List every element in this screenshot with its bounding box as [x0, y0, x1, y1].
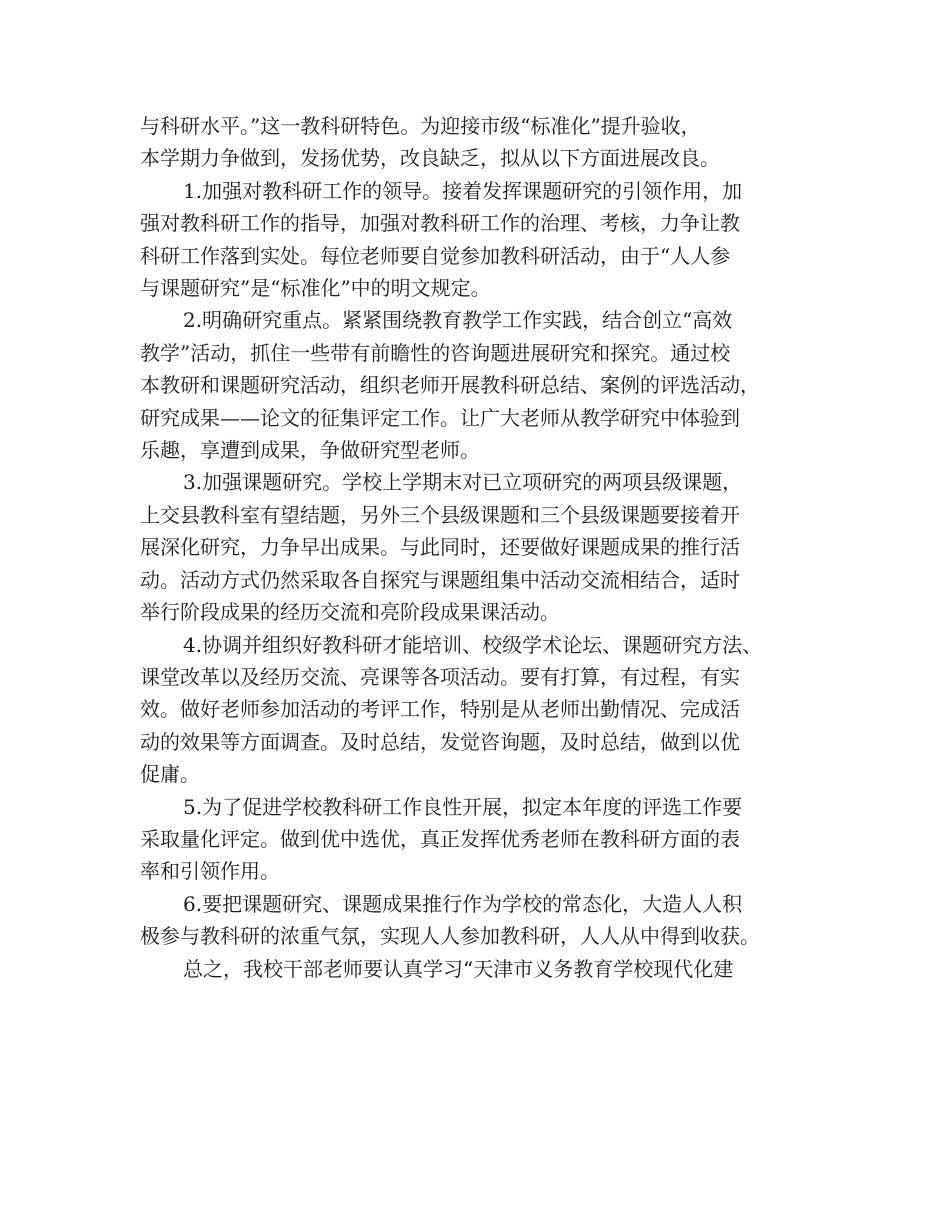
paragraph-intro-continuation: 与科研水平。”这一教科研特色。为迎接市级“标准化”提升验收， 本学期力争做到，发扬优势，改良缺乏，拟从以下方面进展改良。 — [140, 114, 720, 171]
paragraph-item-6: 6.要把课题研究、课题成果推行作为学校的常态化，大造人人积 极参与教科研的浓重气氛，实现人人参加教科研，人人从中得到收获。 — [140, 891, 760, 949]
paragraph-item-3: 3.加强课题研究。学校上学期末对已立项研究的两项县级课题， 上交县教科室有望结题，另外三个县级课题和三个县级课题要接着开 展深化研究，力争早出成果。与此同时，还要做好课题成果的推行活 动。活动方式仍然采取各自探究与课题组集中活动交流相结合，适时 举行阶段成果的经历交流和亮阶段成果课活动。 — [140, 470, 743, 625]
paragraph-item-2: 2.明确研究重点。紧紧围绕教育教学工作实践，结合创立“高效 教学”活动，抓住一些带有前瞻性的咨询题进展研究和探究。通过校 本教研和课题研究活动，组织老师开展教科研总结、案例的评选活动， 研究成果——论文的征集评定工作。让广大老师从教学研究中体验到 乐趣，享遭到成果，争做研究型老师。 — [140, 308, 760, 463]
paragraph-item-1: 1.加强对教科研工作的领导。接着发挥课题研究的引领作用，加 强对教科研工作的指导，加强对教科研工作的治理、考核，力争让教 科研工作落到实处。每位老师要自觉参加教科研活动，由于“人人参 与课题研究”是“标准化”中的明文规定。 — [140, 178, 743, 301]
paragraph-item-4: 4.协调并组织好教科研才能培训、校级学术论坛、课题研究方法、 课堂改革以及经历交流、亮课等各项活动。要有打算，有过程，有实 效。做好老师参加活动的考评工作，特别是从老师出勤情况、完成活 动的效果等方面调查。及时总结，发觉咨询题，及时总结，做到以优 促庸。 — [140, 632, 763, 787]
document-body — [140, 110, 830, 985]
paragraph-item-5: 5.为了促进学校教科研工作良性开展，拟定本年度的评选工作要 采取量化评定。做到优中选优，真正发挥优秀老师在教科研方面的表 率和引领作用。 — [140, 794, 743, 884]
paragraph-summary: 总之，我校干部老师要认真学习“天津市义务教育学校现代化建 — [183, 956, 734, 981]
